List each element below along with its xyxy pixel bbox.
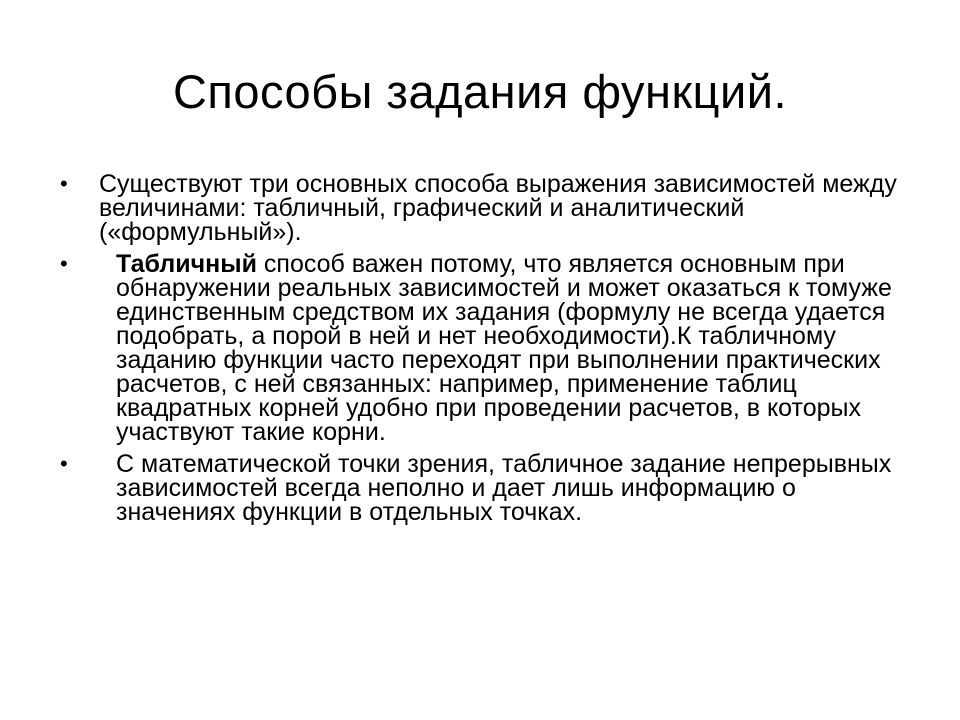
bullet-dot-icon: • <box>60 171 68 196</box>
bullet-1-body: Существуют три основных способа выражения зависимостей между величинами: табличный, графический и аналитический («формульный»). <box>99 170 897 246</box>
bullet-2-bold-term: Табличный <box>116 250 257 278</box>
bullet-item-2 <box>58 252 918 444</box>
bullet-list <box>58 172 918 532</box>
slide-title: Способы задания функций. <box>172 65 788 118</box>
bullet-dot-icon: • <box>60 251 68 276</box>
bullet-text-1 <box>96 172 918 244</box>
bullet-item-3 <box>58 452 918 524</box>
bullet-2-body: способ важен потому, что является основным при обнаружении реальных зависимостей и может оказаться к томуже единственным средством их задания (формулу не всегда удается подобрать, а порой в ней и нет необходимости).К табличному заданию функции часто переходят при выполнении практических расчетов, с ней связанных: например, применение таблиц квадратных корней удобно при проведении расчетов, в которых участвуют такие корни. <box>116 250 892 446</box>
bullet-text-2 <box>96 252 918 444</box>
bullet-text-3 <box>96 452 918 524</box>
bullet-3-body: С математической точки зрения, табличное задание непрерывных зависимостей всегда неполно и дает лишь информацию о значениях функции в отдельных точках. <box>116 450 892 526</box>
bullet-dot-icon: • <box>60 451 68 476</box>
bullet-item-1 <box>58 172 918 244</box>
